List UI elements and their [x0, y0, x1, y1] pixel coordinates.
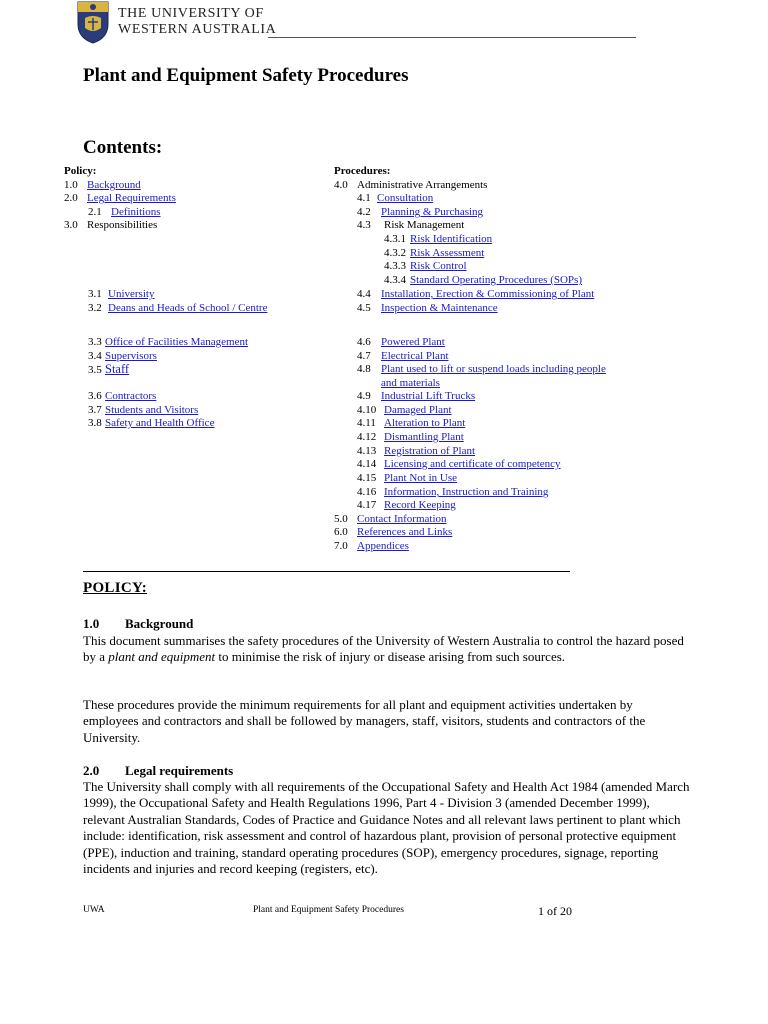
toc-item-4-3-2[interactable] [384, 247, 484, 261]
toc-num: 3.5 [88, 364, 102, 376]
section-number: 1.0 [83, 616, 100, 631]
toc-item-4-8-cont[interactable] [334, 377, 440, 391]
toc-item-4-15[interactable] [357, 472, 457, 486]
toc-link-contractors[interactable]: Contractors [105, 390, 157, 402]
toc-procedures-label: Procedures: [334, 165, 391, 177]
toc-item-4-9[interactable] [357, 390, 475, 404]
toc-item-4-10[interactable] [357, 404, 452, 418]
toc-link-background[interactable]: Background [87, 179, 141, 191]
toc-num: 3.1 [88, 288, 102, 300]
toc-item-4-0 [334, 179, 487, 193]
toc-item-2-0[interactable] [64, 192, 176, 206]
toc-num: 4.3.3 [384, 260, 406, 272]
toc-link-risk-control[interactable]: Risk Control [410, 260, 467, 272]
toc-num: 2.0 [64, 192, 78, 204]
toc-num: 4.3.1 [384, 233, 406, 245]
toc-link-definitions[interactable]: Definitions [111, 206, 161, 218]
toc-link-record-keeping[interactable]: Record Keeping [384, 499, 456, 511]
toc-item-7-0[interactable] [334, 540, 409, 554]
background-paragraph-1 [83, 633, 689, 666]
toc-num: 3.8 [88, 417, 102, 429]
toc-item-6-0[interactable] [334, 526, 452, 540]
toc-link-supervisors[interactable]: Supervisors [105, 350, 157, 362]
footer-page-number: 1 of 20 [538, 904, 572, 918]
toc-item-4-11[interactable] [357, 417, 465, 431]
contents-heading: Contents: [83, 137, 163, 158]
header-rule [268, 37, 636, 38]
toc-num: 3.6 [88, 390, 102, 402]
toc-link-registration[interactable]: Registration of Plant [384, 445, 476, 457]
toc-item-4-5[interactable] [357, 302, 498, 316]
university-name-line1: THE UNIVERSITY OF [118, 6, 264, 21]
toc-num: 4.2 [357, 206, 371, 218]
toc-text-responsibilities: Responsibilities [87, 219, 158, 231]
toc-num: 4.16 [357, 486, 377, 498]
toc-link-lift-suspend-loads-cont[interactable]: and materials [381, 377, 440, 389]
section-number: 2.0 [83, 763, 100, 778]
toc-link-staff[interactable]: Staff [105, 362, 130, 376]
toc-item-3-7[interactable] [88, 404, 198, 418]
toc-item-5-0[interactable] [334, 513, 447, 527]
policy-heading: POLICY: [83, 580, 148, 596]
toc-divider [83, 571, 570, 572]
toc-num: 4.3 [357, 219, 371, 231]
background-para1-emphasis: plant and equipment [108, 649, 216, 665]
toc-link-deans-heads[interactable]: Deans and Heads of School / Centre [108, 302, 268, 314]
toc-link-students-visitors[interactable]: Students and Visitors [105, 404, 199, 416]
toc-link-dismantling[interactable]: Dismantling Plant [384, 431, 464, 443]
toc-item-3-6[interactable] [88, 390, 156, 404]
toc-link-risk-identification[interactable]: Risk Identification [410, 233, 493, 245]
section-heading-legal [83, 763, 233, 779]
toc-link-licensing[interactable]: Licensing and certificate of competency [384, 458, 561, 470]
toc-item-3-0 [64, 219, 157, 233]
toc-item-3-5[interactable] [88, 363, 129, 378]
toc-text-risk-management: Risk Management [384, 219, 465, 231]
toc-num: 3.4 [88, 350, 102, 362]
toc-item-4-4[interactable] [357, 288, 594, 302]
toc-link-powered-plant[interactable]: Powered Plant [381, 336, 445, 348]
toc-link-planning-purchasing[interactable]: Planning & Purchasing [381, 206, 484, 218]
document-title: Plant and Equipment Safety Procedures [83, 65, 409, 86]
toc-item-4-3 [357, 219, 464, 233]
toc-item-4-3-3[interactable] [384, 260, 467, 274]
toc-num: 4.5 [357, 302, 371, 314]
toc-num: 4.14 [357, 458, 377, 470]
toc-item-3-1[interactable] [88, 288, 154, 302]
toc-link-information-training[interactable]: Information, Instruction and Training [384, 486, 549, 498]
toc-num: 4.4 [357, 288, 371, 300]
footer-left: UWA [83, 905, 105, 915]
toc-item-4-16[interactable] [357, 486, 548, 500]
toc-text-admin-arrangements: Administrative Arrangements [357, 179, 488, 191]
toc-item-4-8[interactable] [357, 363, 606, 377]
toc-num: 4.1 [357, 192, 371, 204]
toc-link-university[interactable]: University [108, 288, 155, 300]
toc-num: 6.0 [334, 526, 348, 538]
toc-item-4-6[interactable] [357, 336, 445, 350]
toc-item-4-2[interactable] [357, 206, 483, 220]
toc-num: 3.3 [88, 336, 102, 348]
toc-num: 4.15 [357, 472, 377, 484]
toc-num: 3.2 [88, 302, 102, 314]
background-paragraph-2: These procedures provide the minimum requirements for all plant and equipment activities undertaken by employees and contractors and shall be followed by managers, staff, visitors, students and contractors of the University. [83, 697, 646, 745]
toc-link-lift-suspend-loads[interactable]: Plant used to lift or suspend loads including people [381, 363, 606, 375]
toc-num: 4.3.4 [384, 274, 406, 286]
toc-link-contact-information[interactable]: Contact Information [357, 513, 447, 525]
toc-num: 4.13 [357, 445, 377, 457]
section-title: Background [125, 616, 194, 631]
toc-link-installation[interactable]: Installation, Erection & Commissioning of Plant [381, 288, 595, 300]
toc-item-3-3[interactable] [88, 336, 248, 350]
toc-item-4-1[interactable] [357, 192, 433, 206]
toc-link-safety-health-office[interactable]: Safety and Health Office [105, 417, 215, 429]
toc-item-1-0[interactable] [64, 179, 141, 193]
toc-num: 3.7 [88, 404, 102, 416]
toc-num: 4.7 [357, 350, 371, 362]
toc-link-industrial-lift-trucks[interactable]: Industrial Lift Trucks [381, 390, 476, 402]
toc-item-4-17[interactable] [357, 499, 456, 513]
toc-tab-leader[interactable] [334, 377, 381, 391]
toc-link-facilities-management[interactable]: Office of Facilities Management [105, 336, 249, 348]
toc-link-inspection-maintenance[interactable]: Inspection & Maintenance [381, 302, 498, 314]
toc-item-4-3-1[interactable] [384, 233, 492, 247]
toc-link-sops[interactable]: Standard Operating Procedures (SOPs) [410, 274, 582, 286]
section-title: Legal requirements [125, 763, 234, 778]
toc-link-electrical-plant[interactable]: Electrical Plant [381, 350, 449, 362]
toc-link-risk-assessment[interactable]: Risk Assessment [410, 247, 485, 259]
section-heading-background [83, 616, 193, 632]
toc-link-damaged-plant[interactable]: Damaged Plant [384, 404, 452, 416]
toc-num: 3.0 [64, 219, 78, 231]
toc-link-alteration[interactable]: Alteration to Plant [384, 417, 466, 429]
toc-item-4-7[interactable] [357, 350, 449, 364]
toc-num: 4.9 [357, 390, 371, 402]
toc-item-2-1[interactable] [88, 206, 161, 220]
toc-num: 4.6 [357, 336, 371, 348]
toc-item-3-2[interactable] [88, 302, 267, 316]
footer-center: Plant and Equipment Safety Procedures [253, 905, 404, 915]
toc-num: 4.11 [357, 417, 376, 429]
university-crest [76, 0, 110, 44]
toc-num: 4.0 [334, 179, 348, 191]
toc-num: 4.8 [357, 363, 371, 375]
toc-link-consultation[interactable]: Consultation [377, 192, 434, 204]
toc-num: 2.1 [88, 206, 102, 218]
toc-num: 7.0 [334, 540, 348, 552]
legal-paragraph-1: The University shall comply with all requirements of the Occupational Safety and Health Act 1984 (amended March 1999), the Occupational Safety and Health Regulations 1996, Part 4 - Division 3 (amended December 1999), relevant Australian Standards, Codes of Practice and Guidance Notes and all relevant laws pertinent to plant which include: identification, risk assessment and control of hazardous plant, provision of personal protective equipment (PPE), induction and training, standard operating procedures (SOP), emergency procedures, signage, reporting incidents and injuries and record keeping (registers, etc). [83, 779, 690, 877]
toc-item-3-8[interactable] [88, 417, 214, 431]
toc-link-legal-requirements[interactable]: Legal Requirements [87, 192, 176, 204]
toc-num: 1.0 [64, 179, 78, 191]
university-name [118, 6, 276, 38]
toc-num: 4.12 [357, 431, 377, 443]
background-para1-text-a: This document summarises the safety procedures of the University of Western Australia to control the hazard posed by a [83, 633, 684, 665]
toc-item-4-14[interactable] [357, 458, 561, 472]
university-name-line2: WESTERN AUSTRALIA [118, 22, 277, 37]
toc-link-appendices[interactable]: Appendices [357, 540, 409, 552]
toc-item-4-13[interactable] [357, 445, 475, 459]
background-para1-text-b: to minimise the risk of injury or disease arising from such sources. [215, 649, 566, 665]
toc-num: 4.3.2 [384, 247, 406, 259]
toc-num: 4.10 [357, 404, 377, 416]
toc-item-4-3-4[interactable] [384, 274, 582, 288]
toc-num: 5.0 [334, 513, 348, 525]
toc-num: 4.17 [357, 499, 377, 511]
toc-link-plant-not-in-use[interactable]: Plant Not in Use [384, 472, 458, 484]
toc-policy-label: Policy: [64, 165, 97, 177]
toc-item-4-12[interactable] [357, 431, 464, 445]
toc-link-references-links[interactable]: References and Links [357, 526, 453, 538]
